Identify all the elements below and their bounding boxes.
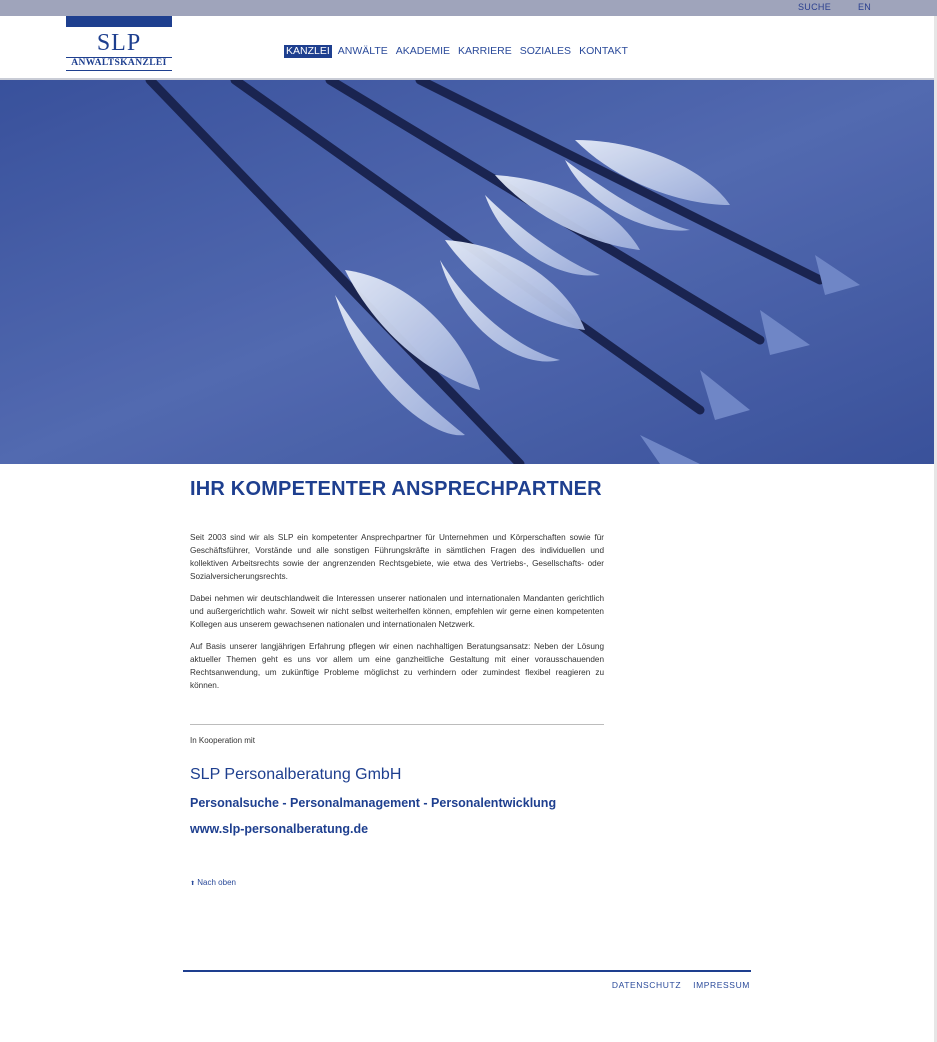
- intro-paragraph-3: Auf Basis unserer langjährigen Erfahrung pflegen wir einen nachhaltigen Beratungsansatz: Neben der Lösung aktueller Themen geht es uns vor allem um eine ganzheitliche Gestaltung mit einer vorausschauenden Rechtsanwendung, um zukünftige Probleme möglichst zu verhindern oder zumindest flexibel reagieren zu können.: [190, 642, 604, 690]
- header: [0, 16, 937, 80]
- footer-imprint-link[interactable]: IMPRESSUM: [693, 980, 750, 990]
- hero-image: [0, 80, 937, 464]
- partner-services: Personalsuche - Personalmanagement - Personalentwicklung: [190, 796, 557, 810]
- partner-website-link[interactable]: www.slp-personalberatung.de: [190, 822, 369, 836]
- logo-name: SLP: [96, 30, 142, 56]
- logo-bar: [66, 16, 172, 27]
- page-title: IHR KOMPETENTER ANSPRECHPARTNER: [190, 478, 602, 500]
- footer-privacy-link[interactable]: DATENSCHUTZ: [611, 980, 682, 990]
- partner-company: SLP Personalberatung GmbH: [190, 766, 402, 783]
- back-to-top-label: Nach oben: [197, 878, 236, 887]
- main-nav: [284, 45, 630, 58]
- back-to-top-link[interactable]: [190, 878, 236, 887]
- arrow-up-icon: ⬆: [190, 881, 196, 887]
- logo[interactable]: [66, 16, 172, 72]
- nav-item-kontakt[interactable]: KONTAKT: [579, 45, 628, 57]
- search-link[interactable]: SUCHE: [798, 2, 832, 12]
- nav-item-karriere[interactable]: KARRIERE: [458, 45, 512, 57]
- cooperation-label: In Kooperation mit: [190, 736, 255, 745]
- nav-item-soziales[interactable]: SOZIALES: [519, 45, 572, 57]
- footer-divider: [183, 970, 751, 972]
- intro-paragraph-2: Dabei nehmen wir deutschlandweit die Interessen unserer nationalen und internationalen Mandanten gerichtlich und außergerichtlich wahr. Soweit wir nicht selbst weiterhelfen können, empfehlen wir gerne einen kompetenten Kollegen aus unserem gewachsenen nationalen und internationalen Netzwerk.: [190, 594, 604, 629]
- footer-links: [612, 980, 750, 990]
- nav-item-anwaelte[interactable]: ANWÄLTE: [337, 45, 388, 57]
- divider: [190, 724, 604, 725]
- top-bar: [0, 0, 937, 16]
- arrows-illustration: [0, 80, 937, 464]
- logo-subtitle: ANWALTSKANZLEI: [71, 58, 167, 68]
- language-switch-en[interactable]: EN: [858, 2, 872, 12]
- nav-item-kanzlei[interactable]: KANZLEI: [286, 45, 330, 57]
- main-content: [190, 478, 604, 692]
- intro-paragraph-1: Seit 2003 sind wir als SLP ein kompetenter Ansprechpartner für Unternehmen und Körperschaften sowie für Geschäftsführer, Vorstände und alle sonstigen Führungskräfte in sämtlichen Fragen des individuellen und kollektiven Arbeitsrechts sowie der angrenzenden Rechtsgebiete, wie etwa des Vertriebs-, Gesellschafts- oder Sozialversicherungsrechts.: [190, 533, 604, 581]
- nav-item-akademie[interactable]: AKADEMIE: [395, 45, 451, 57]
